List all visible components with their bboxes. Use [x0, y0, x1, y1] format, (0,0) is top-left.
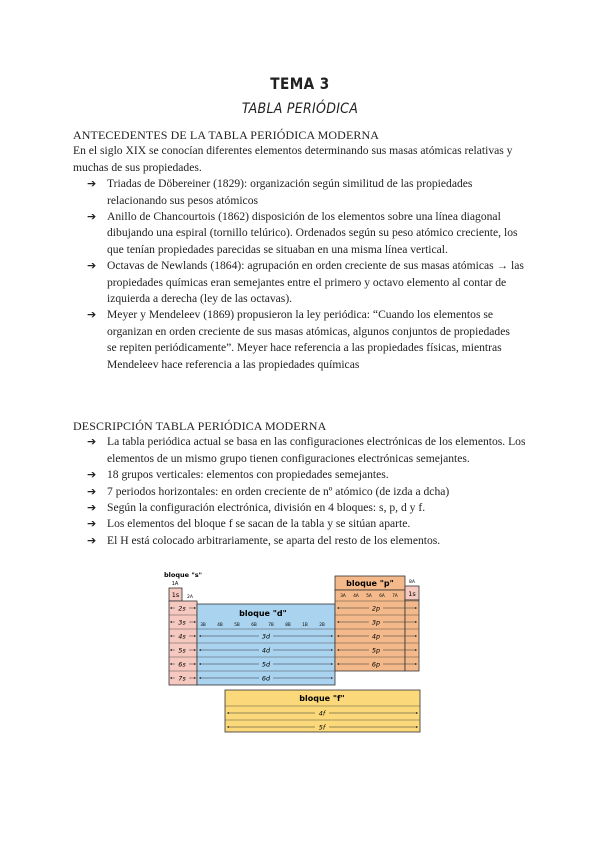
shell-5s-label: 5s: [178, 646, 186, 655]
arrow-bullet-icon: ➔: [87, 435, 97, 449]
section-descripcion: [73, 418, 533, 549]
list-item-meyer-mendeleev: ➔ Meyer y Mendeleev (1869) propusieron la ley periódica: “Cuando los elementos se organizan en orden creciente de sus masas atómicas, algunos conjuntos de propiedades se repiten periódicamente”. Meyer hace referencia a las propiedades físicas, mientras Mendeleev hace referencia a las propiedades químicas: [87, 308, 510, 371]
helium-shell-label: 1s: [408, 590, 416, 598]
list-item-chancourtois: ➔ Anillo de Chancourtois (1862) disposición de los elementos sobre una línea diagonal dibujando una espiral (tornillo telúrico). Ordenados según su peso atómico creciente, los que tenían propiedades parecidas se situaban en una misma línea vertical.: [87, 210, 518, 256]
periodic-table-blocks-figure: [160, 568, 450, 738]
arrow-bullet-icon: ➔: [87, 484, 97, 498]
list-item: ➔ Según la configuración electrónica, división en 4 bloques: s, p, d y f.: [107, 500, 533, 516]
group-1a-label: 1A: [171, 581, 179, 587]
group-2a-label: 2A: [187, 595, 193, 600]
shell-6d-label: 6d: [261, 674, 271, 683]
group-label-3B: 3B: [200, 622, 206, 627]
intro-line: muchas de sus propiedades.: [73, 160, 202, 174]
descripcion-list: [73, 434, 533, 549]
shell-6s-label: 6s: [178, 660, 186, 669]
section-heading: DESCRIPCIÓN TABLA PERIÓDICA MODERNA: [73, 419, 327, 433]
shell-5f-label: 5f: [318, 723, 326, 732]
arrow-bullet-icon: ➔: [87, 517, 97, 531]
block-p: [335, 576, 419, 671]
list-item: ➔ 7 periodos horizontales: en orden creciente de nº atómico (de izda a dcha): [107, 484, 533, 500]
shell-4s-label: 4s: [178, 632, 186, 641]
group-label-8B: 8B: [285, 622, 291, 627]
group-label-7A: 7A: [392, 593, 398, 598]
shell-4d-label: 4d: [261, 646, 271, 655]
shell-5p-label: 5p: [371, 646, 381, 655]
shell-7s-label: 7s: [178, 674, 186, 683]
list-item: ➔ La tabla periódica actual se basa en las configuraciones electrónicas de los elementos. Los elementos de un mismo grupo tienen configuraciones electrónicas semejantes.: [87, 435, 526, 465]
shell-4f-label: 4f: [318, 709, 326, 718]
arrow-bullet-icon: ➔: [87, 308, 97, 322]
group-label-4B: 4B: [217, 622, 223, 627]
group-label-7B: 7B: [268, 622, 274, 627]
shell-3d-label: 3d: [261, 632, 271, 641]
group-8a-label: 8A: [409, 580, 415, 585]
intro-line: En el siglo XIX se conocían diferentes elementos determinando sus masas atómicas relativas y: [73, 144, 513, 158]
arrow-bullet-icon: ➔: [87, 259, 97, 273]
shell-2s-label: 2s: [178, 604, 186, 613]
block-p-label: bloque "p": [346, 579, 394, 588]
shell-2p-label: 2p: [371, 604, 381, 613]
shell-3s-label: 3s: [178, 618, 186, 627]
group-label-6A: 6A: [379, 593, 385, 598]
shell-6p-label: 6p: [371, 660, 381, 669]
list-item-dobereiner: ➔ Triadas de Döbereiner (1829): organización según similitud de las propiedades relacionando sus pesos atómicos: [87, 177, 473, 207]
antecedentes-list: [73, 176, 533, 373]
group-label-6B: 6B: [251, 622, 257, 627]
shell-5d-label: 5d: [261, 660, 271, 669]
block-p-area: [335, 590, 405, 671]
group-label-5B: 5B: [234, 622, 240, 627]
list-item-newlands: ➔ Octavas de Newlands (1864): agrupación en orden creciente de sus masas atómicas → las propiedades químicas eran semejantes entre el primero y octavo elemento al contar de izquierda a derecha (ley de las octavas).: [87, 259, 524, 306]
intro-paragraph: [73, 143, 533, 176]
block-f: [225, 690, 420, 732]
block-d-label: bloque "d": [239, 609, 287, 618]
section-heading: ANTECEDENTES DE LA TABLA PERIÓDICA MODERNA: [73, 128, 380, 142]
group-label-3A: 3A: [340, 593, 346, 598]
section-antecedentes: [73, 127, 533, 373]
page-subtitle: TABLA PERIÓDICA: [241, 101, 359, 117]
arrow-bullet-icon: ➔: [87, 501, 97, 515]
arrow-bullet-icon: ➔: [87, 468, 97, 482]
shell-4p-label: 4p: [371, 632, 381, 641]
group-8a-column: [405, 600, 419, 671]
block-d: [197, 604, 335, 685]
group-label-4A: 4A: [353, 593, 359, 598]
shell-label-1s: 1s: [171, 591, 180, 599]
shell-3p-label: 3p: [371, 618, 381, 627]
page-title: TEMA 3: [270, 74, 330, 93]
arrow-bullet-icon: ➔: [87, 177, 97, 191]
block-f-label: bloque "f": [299, 694, 345, 703]
block-s: [164, 571, 202, 685]
list-item: ➔ Los elementos del bloque f se sacan de la tabla y se sitúan aparte.: [107, 516, 533, 532]
list-item: ➔ El H está colocado arbitrariamente, se aparta del resto de los elementos.: [107, 533, 533, 549]
group-label-5A: 5A: [366, 593, 372, 598]
list-item: ➔ 18 grupos verticales: elementos con propiedades semejantes.: [107, 467, 533, 483]
group-label-2B: 2B: [319, 622, 325, 627]
group-label-1B: 1B: [302, 622, 308, 627]
block-s-label: bloque "s": [164, 571, 202, 579]
arrow-bullet-icon: ➔: [87, 533, 97, 547]
arrow-bullet-icon: ➔: [87, 210, 97, 224]
